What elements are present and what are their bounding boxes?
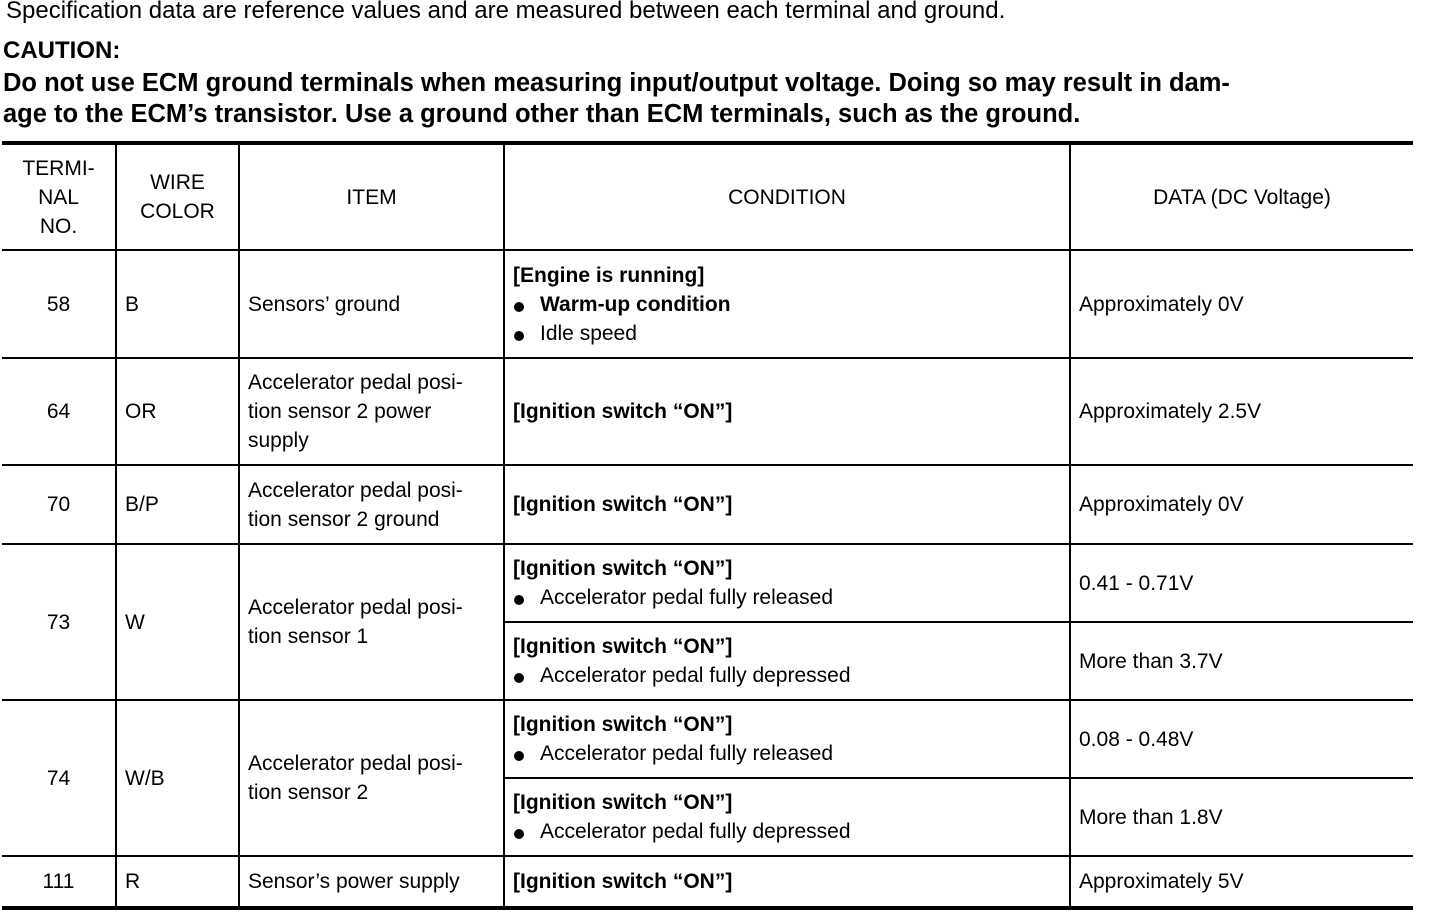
wire-color-cell: R bbox=[116, 856, 239, 908]
data-cell: More than 1.8V bbox=[1070, 778, 1413, 856]
header-wire-line-2: COLOR bbox=[140, 200, 215, 223]
terminal-spec-table bbox=[2, 141, 1413, 910]
condition-bullet: Accelerator pedal fully released bbox=[513, 583, 1061, 612]
wire-color-cell: W bbox=[116, 544, 239, 700]
header-terminal-line-1: TERMI- bbox=[22, 156, 95, 180]
header-condition: CONDITION bbox=[504, 143, 1070, 250]
table-row bbox=[2, 358, 1413, 465]
terminal-no-cell: 111 bbox=[2, 856, 116, 908]
header-terminal-line-3: NO. bbox=[39, 214, 78, 238]
header-wire-line-1: WIRE bbox=[150, 171, 205, 194]
condition-cell bbox=[504, 250, 1070, 358]
condition-cell bbox=[504, 622, 1070, 700]
item-line: Sensor’s power supply bbox=[248, 870, 460, 893]
item-cell bbox=[239, 250, 504, 358]
header-row bbox=[2, 143, 1413, 250]
item-line: Sensors’ ground bbox=[248, 292, 401, 316]
condition-bullet: Idle speed bbox=[513, 319, 1061, 348]
wire-color-cell: B bbox=[116, 250, 239, 358]
item-line: tion sensor 2 ground bbox=[248, 507, 440, 531]
wire-color-cell: B/P bbox=[116, 465, 239, 544]
data-cell: More than 3.7V bbox=[1070, 622, 1413, 700]
item-cell bbox=[239, 544, 504, 700]
item-line: tion sensor 2 bbox=[248, 781, 369, 804]
condition-title: [Ignition switch “ON”] bbox=[513, 400, 733, 423]
header-item: ITEM bbox=[239, 143, 504, 250]
data-cell: Approximately 5V bbox=[1070, 856, 1413, 908]
condition-cell bbox=[504, 700, 1070, 778]
data-cell: Approximately 0V bbox=[1070, 465, 1413, 544]
condition-bullet: Accelerator pedal fully released bbox=[513, 739, 1061, 768]
condition-title: [Ignition switch “ON”] bbox=[513, 791, 733, 814]
item-cell bbox=[239, 465, 504, 544]
item-line: tion sensor 2 power bbox=[248, 400, 432, 423]
header-data: DATA (DC Voltage) bbox=[1070, 143, 1413, 250]
terminal-no-cell: 70 bbox=[2, 465, 116, 544]
terminal-no-cell: 73 bbox=[2, 544, 116, 700]
table-body bbox=[2, 250, 1413, 908]
condition-cell bbox=[504, 544, 1070, 622]
condition-cell bbox=[504, 465, 1070, 544]
intro-text: Specification data are reference values and are measured between each terminal and ground. bbox=[6, 0, 1006, 24]
item-cell bbox=[239, 856, 504, 908]
condition-title: [Ignition switch “ON”] bbox=[513, 557, 733, 580]
header-terminal-line-2: NAL bbox=[38, 185, 79, 209]
terminal-no-cell: 74 bbox=[2, 700, 116, 856]
condition-cell bbox=[504, 358, 1070, 465]
caution-line-2: age to the ECM’s transistor. Use a ground other than ECM terminals, such as the ground. bbox=[3, 100, 1081, 128]
condition-title: [Engine is running] bbox=[513, 263, 705, 287]
condition-title: [Ignition switch “ON”] bbox=[513, 713, 733, 736]
table-row bbox=[2, 856, 1413, 908]
data-cell: Approximately 0V bbox=[1070, 250, 1413, 358]
item-cell bbox=[239, 700, 504, 856]
condition-bullet: Accelerator pedal fully depressed bbox=[513, 661, 1061, 690]
condition-cell bbox=[504, 778, 1070, 856]
caution-text bbox=[3, 68, 1423, 130]
data-cell: 0.41 - 0.71V bbox=[1070, 544, 1413, 622]
item-line: tion sensor 1 bbox=[248, 625, 369, 648]
condition-title: [Ignition switch “ON”] bbox=[513, 493, 733, 516]
item-line: supply bbox=[248, 429, 309, 452]
item-line: Accelerator pedal posi- bbox=[248, 752, 463, 775]
table-row bbox=[2, 465, 1413, 544]
condition-cell bbox=[504, 856, 1070, 908]
terminal-no-cell: 64 bbox=[2, 358, 116, 465]
header-wire-color bbox=[116, 143, 239, 250]
condition-title: [Ignition switch “ON”] bbox=[513, 635, 733, 658]
table-row bbox=[2, 250, 1413, 358]
caution-line-1: Do not use ECM ground terminals when measuring input/output voltage. Doing so may result in dam- bbox=[3, 69, 1230, 97]
wire-color-cell: W/B bbox=[116, 700, 239, 856]
item-cell bbox=[239, 358, 504, 465]
item-line: Accelerator pedal posi- bbox=[248, 596, 463, 619]
condition-bullet: Accelerator pedal fully depressed bbox=[513, 817, 1061, 846]
wire-color-cell: OR bbox=[116, 358, 239, 465]
caution-title: CAUTION: bbox=[3, 37, 121, 64]
item-line: Accelerator pedal posi- bbox=[248, 371, 463, 394]
data-cell: Approximately 2.5V bbox=[1070, 358, 1413, 465]
terminal-no-cell: 58 bbox=[2, 250, 116, 358]
header-terminal-no bbox=[2, 143, 116, 250]
condition-bullet: Warm-up condition bbox=[513, 290, 1061, 319]
data-cell: 0.08 - 0.48V bbox=[1070, 700, 1413, 778]
table-row bbox=[2, 544, 1413, 622]
table-header bbox=[2, 143, 1413, 250]
condition-title: [Ignition switch “ON”] bbox=[513, 870, 733, 893]
table-row bbox=[2, 700, 1413, 778]
item-line: Accelerator pedal posi- bbox=[248, 478, 463, 502]
